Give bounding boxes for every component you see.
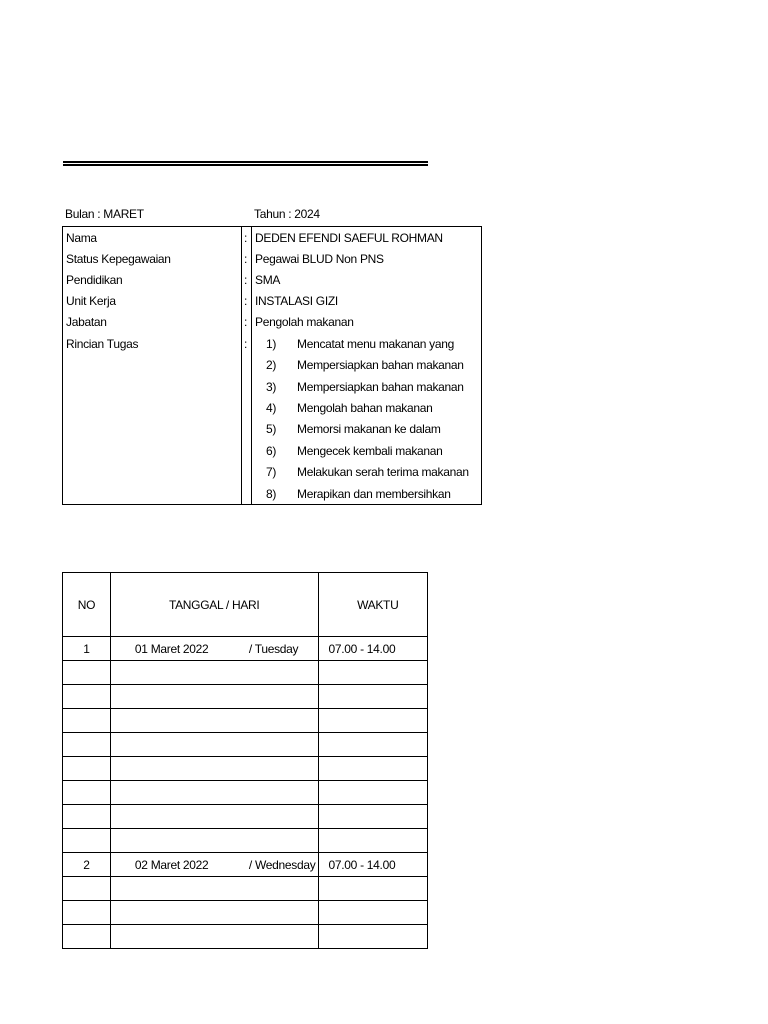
info-label-rincian-tugas: Rincian Tugas (66, 337, 139, 351)
row-time (318, 661, 427, 685)
task-text: Mempersiapkan bahan makanan (297, 358, 464, 372)
info-colon: : (244, 231, 248, 245)
task-text: Mengolah bahan makanan (297, 401, 433, 415)
row-date-day (110, 661, 318, 685)
row-no (63, 733, 111, 757)
table-row (63, 925, 428, 949)
task-text: Melakukan serah terima makanan (297, 465, 469, 479)
table-row (63, 781, 428, 805)
row-no (63, 925, 111, 949)
row-date-day (110, 685, 318, 709)
info-value-status: Pegawai BLUD Non PNS (255, 252, 384, 266)
table-row (63, 685, 428, 709)
row-time (318, 709, 427, 733)
row-date: 01 Maret 2022 (134, 641, 209, 656)
info-colon: : (244, 273, 248, 287)
row-time (318, 805, 427, 829)
table-row (63, 661, 428, 685)
row-no (63, 829, 111, 853)
task-number: 1) (266, 337, 277, 351)
row-date-day (110, 733, 318, 757)
row-time (318, 781, 427, 805)
info-value-unit-kerja: INSTALASI GIZI (255, 294, 338, 308)
info-label-jabatan: Jabatan (66, 315, 107, 329)
row-day: / Wednesday (248, 857, 316, 872)
row-date-day (110, 829, 318, 853)
row-date-day (110, 637, 318, 661)
header-tanggal-hari: TANGGAL / HARI (110, 573, 318, 637)
table-row (63, 853, 428, 877)
info-divider-right (251, 226, 252, 505)
row-date: 02 Maret 2022 (134, 857, 209, 872)
year-label: Tahun : 2024 (254, 207, 320, 221)
row-time (318, 925, 427, 949)
table-row (63, 733, 428, 757)
table-row (63, 709, 428, 733)
task-text: Mencatat menu makanan yang (297, 337, 454, 351)
task-number: 6) (266, 444, 277, 458)
info-colon: : (244, 252, 248, 266)
task-text: Mempersiapkan bahan makanan (297, 380, 464, 394)
info-label-pendidikan: Pendidikan (66, 273, 123, 287)
row-date-day (110, 901, 318, 925)
row-date-day (110, 877, 318, 901)
info-colon: : (244, 337, 248, 351)
table-row (63, 637, 428, 661)
row-time (318, 733, 427, 757)
task-text: Merapikan dan membersihkan (297, 487, 451, 501)
row-date-day (110, 709, 318, 733)
info-value-jabatan: Pengolah makanan (255, 315, 354, 329)
info-value-pendidikan: SMA (255, 273, 281, 287)
table-row (63, 757, 428, 781)
row-day: / Tuesday (248, 641, 299, 656)
header-rule-thin (63, 164, 428, 166)
row-time (318, 757, 427, 781)
row-time (318, 685, 427, 709)
task-number: 3) (266, 380, 277, 394)
info-divider-left (241, 226, 242, 505)
info-colon: : (244, 315, 248, 329)
row-date-day (110, 925, 318, 949)
row-no: 1 (63, 637, 111, 661)
task-number: 8) (266, 487, 277, 501)
row-date-day (110, 805, 318, 829)
header-waktu: WAKTU (318, 573, 427, 637)
month-label: Bulan : MARET (65, 207, 144, 221)
row-date-day (110, 757, 318, 781)
row-no (63, 709, 111, 733)
task-number: 2) (266, 358, 277, 372)
task-number: 4) (266, 401, 277, 415)
row-no (63, 685, 111, 709)
row-no (63, 805, 111, 829)
table-row (63, 805, 428, 829)
row-date-day (110, 853, 318, 877)
info-value-nama: DEDEN EFENDI SAEFUL ROHMAN (255, 231, 443, 245)
row-no (63, 877, 111, 901)
row-time (318, 877, 427, 901)
row-date-day (110, 781, 318, 805)
info-label-status: Status Kepegawaian (66, 252, 171, 266)
row-time (318, 901, 427, 925)
row-no (63, 661, 111, 685)
table-row (63, 901, 428, 925)
row-no (63, 781, 111, 805)
info-label-nama: Nama (66, 231, 97, 245)
row-no (63, 901, 111, 925)
task-number: 7) (266, 465, 277, 479)
task-text: Memorsi makanan ke dalam (297, 422, 441, 436)
row-no: 2 (63, 853, 111, 877)
table-row (63, 877, 428, 901)
task-number: 5) (266, 422, 277, 436)
schedule-table (62, 572, 428, 949)
info-label-unit-kerja: Unit Kerja (66, 294, 116, 308)
info-colon: : (244, 294, 248, 308)
header-rule-thick (63, 161, 428, 163)
table-row (63, 829, 428, 853)
schedule-header-row (63, 573, 428, 637)
row-time: 07.00 - 14.00 (318, 637, 427, 661)
header-no: NO (63, 573, 111, 637)
task-text: Mengecek kembali makanan (297, 444, 443, 458)
row-no (63, 757, 111, 781)
row-time (318, 829, 427, 853)
row-time: 07.00 - 14.00 (318, 853, 427, 877)
